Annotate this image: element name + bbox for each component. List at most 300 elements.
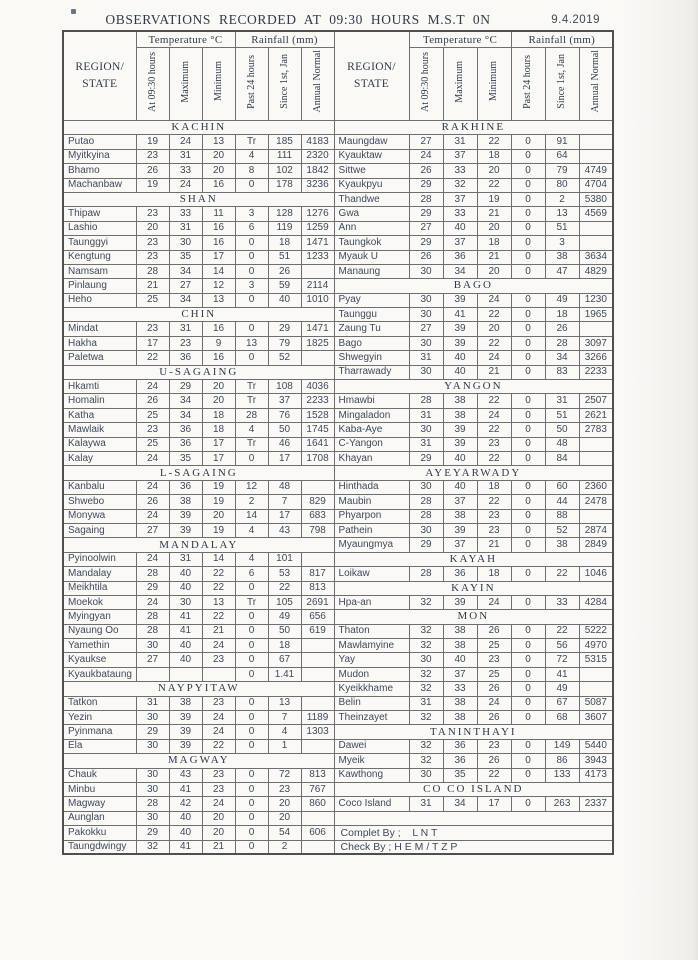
table-row [63,538,613,552]
region-cell: Zaung Tu [334,322,409,336]
table-row [63,567,613,581]
value-cell: 1842 [301,164,334,178]
value-cell [579,236,613,250]
region-cell: Kyaukbataung [63,667,136,681]
value-cell: 40 [169,811,202,825]
region-cell: Loikaw [334,567,409,581]
value-cell [301,639,334,653]
region-cell: Khayan [334,451,409,465]
table-row [63,423,613,437]
value-cell: 34 [169,394,202,408]
region-cell: Kyeikkhame [334,682,409,696]
value-cell: 798 [301,523,334,537]
value-cell: 39 [169,739,202,753]
region-cell: Bhamo [63,164,136,178]
value-cell: 21 [477,207,511,221]
value-cell: 16 [202,221,235,235]
value-cell: 31 [409,351,443,365]
table-row [63,207,613,221]
value-cell: 21 [477,365,511,379]
table-row [63,523,613,537]
value-cell: 25 [136,293,169,307]
value-cell: 83 [545,365,579,379]
value-cell: 30 [136,768,169,782]
value-cell: 22 [477,178,511,192]
value-cell: 31 [409,408,443,422]
region-cell: Thaton [334,624,409,638]
value-cell: 31 [409,797,443,811]
temperature-group-header-right: Temperature °C [409,31,511,48]
value-cell [301,840,334,854]
value-cell: 12 [202,279,235,293]
value-cell [301,552,334,566]
value-cell: 76 [268,408,301,422]
region-state-header-left [63,31,136,121]
value-cell: 29 [136,581,169,595]
value-cell: 30 [136,639,169,653]
value-cell [579,437,613,451]
value-cell: 28 [136,797,169,811]
value-cell: 1471 [301,236,334,250]
region-cell: Putao [63,135,136,149]
value-cell: 22 [268,581,301,595]
region-cell: Chauk [63,768,136,782]
value-cell: 22 [477,308,511,322]
value-cell: 32 [443,178,477,192]
region-cell: Tatkon [63,696,136,710]
value-cell: 2849 [579,538,613,552]
region-cell: Homalin [63,394,136,408]
value-cell: 111 [268,149,301,163]
value-cell: 1230 [579,293,613,307]
value-cell: 20 [202,394,235,408]
value-cell: 23 [136,207,169,221]
value-cell: 3 [545,236,579,250]
table-row [63,840,613,854]
value-cell: 26 [545,322,579,336]
table-header [63,31,613,121]
value-cell: 23 [268,782,301,796]
value-cell: 37 [443,236,477,250]
value-cell: 13 [268,696,301,710]
region-cell: Pathein [334,523,409,537]
value-cell: 0 [511,696,545,710]
value-cell: 33 [443,164,477,178]
value-cell: 4173 [579,768,613,782]
value-cell: 20 [202,811,235,825]
region-cell: Mindat [63,322,136,336]
region-cell: Tharrawady [334,365,409,379]
value-cell: 2233 [301,394,334,408]
region-cell: Dawei [334,739,409,753]
region-cell: Pakokku [63,826,136,840]
table-row [63,739,613,753]
value-cell: 27 [409,135,443,149]
value-cell: 72 [268,768,301,782]
value-cell: 23 [477,653,511,667]
value-cell: 26 [477,754,511,768]
value-cell: 38 [545,538,579,552]
value-cell: 0 [511,509,545,523]
value-cell: 5222 [579,624,613,638]
value-cell: 2233 [579,365,613,379]
region-cell: Sittwe [334,164,409,178]
value-cell: 47 [545,264,579,278]
value-cell: 29 [409,236,443,250]
value-cell: 0 [511,567,545,581]
value-cell: 34 [169,408,202,422]
value-cell: 41 [169,782,202,796]
table-row [63,164,613,178]
table-row [63,667,613,681]
value-cell: 0 [511,639,545,653]
value-cell: 0 [235,351,268,365]
value-cell: 24 [477,595,511,609]
value-cell: 13 [545,207,579,221]
value-cell: 33 [169,164,202,178]
value-cell: 91 [545,135,579,149]
value-cell: 14 [202,264,235,278]
col-header-minimum: Minimum [477,48,511,121]
value-cell: 2320 [301,149,334,163]
section-header: SHAN [63,192,334,206]
col-header-since-jan: Since 1st, Jan [545,48,579,121]
region-cell: Taunggu [334,308,409,322]
value-cell: 17 [268,509,301,523]
value-cell: 20 [477,264,511,278]
value-cell: 22 [477,495,511,509]
value-cell: 3266 [579,351,613,365]
value-cell: 4829 [579,264,613,278]
region-state-header-right [334,31,409,121]
value-cell: 18 [202,408,235,422]
value-cell: 39 [443,595,477,609]
value-cell: 0 [511,351,545,365]
value-cell: 13 [235,336,268,350]
value-cell: 20 [202,509,235,523]
value-cell: 23 [136,149,169,163]
value-cell: 30 [409,768,443,782]
value-cell: 19 [136,135,169,149]
value-cell: 18 [545,308,579,322]
value-cell: 4704 [579,178,613,192]
section-header: L-SAGAING [63,466,334,480]
value-cell: 38 [443,509,477,523]
value-cell: 0 [235,725,268,739]
region-cell: Gwa [334,207,409,221]
value-cell: 0 [235,293,268,307]
value-cell: 51 [545,221,579,235]
table-row [63,336,613,350]
region-cell: Myitkyina [63,149,136,163]
value-cell: 0 [235,250,268,264]
value-cell: 36 [443,739,477,753]
value-cell: 26 [409,250,443,264]
value-cell: 0 [511,236,545,250]
value-cell: 18 [268,236,301,250]
value-cell: 8 [235,164,268,178]
value-cell: 0 [235,768,268,782]
value-cell: 31 [409,437,443,451]
value-cell: 51 [545,408,579,422]
region-cell: Bago [334,336,409,350]
value-cell: 41 [169,610,202,624]
value-cell: 4569 [579,207,613,221]
value-cell: 24 [136,509,169,523]
region-cell: Thipaw [63,207,136,221]
value-cell: 22 [477,135,511,149]
value-cell: 6 [235,567,268,581]
value-cell: 28 [136,610,169,624]
value-cell: 49 [545,682,579,696]
value-cell: 24 [136,552,169,566]
value-cell: 38 [169,696,202,710]
value-cell: 22 [477,768,511,782]
value-cell: 0 [511,178,545,192]
value-cell: 0 [511,221,545,235]
table-row [63,768,613,782]
value-cell: 4 [235,149,268,163]
value-cell: 19 [477,192,511,206]
value-cell: 0 [235,581,268,595]
value-cell: 1528 [301,408,334,422]
region-cell: Coco Island [334,797,409,811]
value-cell: 102 [268,164,301,178]
value-cell: 35 [169,250,202,264]
value-cell: 53 [268,567,301,581]
value-cell: 0 [511,308,545,322]
section-header: YANGON [334,380,613,394]
value-cell: 38 [169,495,202,509]
footer-note-check_by: Check By ; H E M / T Z P [334,840,613,854]
value-cell: 1745 [301,423,334,437]
value-cell: 21 [477,250,511,264]
value-cell: 0 [511,408,545,422]
value-cell: 30 [136,739,169,753]
value-cell: 30 [136,782,169,796]
value-cell: 68 [545,711,579,725]
table-row [63,624,613,638]
region-cell: Kanbalu [63,480,136,494]
region-cell: Hinthada [334,480,409,494]
value-cell: 19 [202,480,235,494]
value-cell: 23 [169,336,202,350]
table-row [63,322,613,336]
value-cell: 24 [136,595,169,609]
region-cell: Kyaukpyu [334,178,409,192]
value-cell: 18 [202,423,235,437]
value-cell: 18 [477,567,511,581]
value-cell: 11 [202,207,235,221]
value-cell: 22 [202,610,235,624]
value-cell: 39 [443,423,477,437]
value-cell: 149 [545,739,579,753]
value-cell: 52 [545,523,579,537]
value-cell: 2621 [579,408,613,422]
value-cell: 7 [268,711,301,725]
value-cell: 2 [268,840,301,854]
title-bar [62,10,614,30]
region-cell: Maungdaw [334,135,409,149]
region-cell: Yezin [63,711,136,725]
value-cell: 5315 [579,653,613,667]
table-row [63,826,613,840]
region-cell: Kalaywa [63,437,136,451]
table-row [63,711,613,725]
value-cell: 32 [409,682,443,696]
table-row [63,192,613,206]
value-cell: 813 [301,581,334,595]
value-cell: 6 [235,221,268,235]
region-cell: Taungdwingy [63,840,136,854]
value-cell: 18 [477,480,511,494]
value-cell: 29 [409,178,443,192]
value-cell: 26 [477,624,511,638]
value-cell: 22 [477,336,511,350]
value-cell: 20 [477,221,511,235]
section-header: KAYAH [334,552,613,566]
value-cell: 22 [202,739,235,753]
table-row [63,250,613,264]
value-cell: 1259 [301,221,334,235]
value-cell: 108 [268,380,301,394]
table-row [63,725,613,739]
value-cell: 0 [235,322,268,336]
table-row [63,754,613,768]
value-cell: 3097 [579,336,613,350]
value-cell: 38 [443,408,477,422]
value-cell [579,149,613,163]
region-cell: Katha [63,408,136,422]
region-cell: Hpa-an [334,595,409,609]
value-cell: 36 [169,351,202,365]
value-cell: 1010 [301,293,334,307]
value-cell [579,509,613,523]
value-cell: 37 [443,667,477,681]
value-cell: 2691 [301,595,334,609]
value-cell: 30 [169,595,202,609]
value-cell: 17 [202,437,235,451]
region-cell: Magway [63,797,136,811]
value-cell: 38 [545,250,579,264]
value-cell: 56 [545,639,579,653]
table-row [63,149,613,163]
value-cell: 21 [136,279,169,293]
value-cell: 32 [409,754,443,768]
region-cell: Moekok [63,595,136,609]
value-cell: 2507 [579,394,613,408]
table-row [63,509,613,523]
value-cell: 26 [136,495,169,509]
value-cell: 88 [545,509,579,523]
value-cell: 31 [169,149,202,163]
region-cell: Myingyan [63,610,136,624]
region-cell: Pyinoolwin [63,552,136,566]
value-cell: 42 [169,797,202,811]
value-cell: 24 [136,480,169,494]
value-cell: 46 [268,437,301,451]
col-header-at0930: At 09:30 hours [409,48,443,121]
value-cell: 20 [268,811,301,825]
value-cell: 7 [268,495,301,509]
value-cell: 36 [169,480,202,494]
value-cell: 44 [545,495,579,509]
value-cell: 33 [443,682,477,696]
value-cell: 0 [511,192,545,206]
value-cell: 1708 [301,451,334,465]
value-cell: 28 [136,624,169,638]
value-cell: 101 [268,552,301,566]
value-cell: 43 [268,523,301,537]
value-cell: 0 [511,322,545,336]
value-cell: 40 [443,351,477,365]
page-title: OBSERVATIONS RECORDED AT 09:30 HOURS M.S.T 0N [105,12,491,27]
value-cell: 37 [443,495,477,509]
value-cell: 2337 [579,797,613,811]
section-header: U-SAGAING [63,365,334,379]
value-cell: 24 [202,711,235,725]
value-cell: 4284 [579,595,613,609]
value-cell: 1.41 [268,667,301,681]
value-cell: 24 [169,135,202,149]
value-cell: 39 [443,293,477,307]
value-cell: 3634 [579,250,613,264]
section-header: TANINTHAYI [334,725,613,739]
value-cell: 37 [443,149,477,163]
value-cell: 36 [443,567,477,581]
region-cell: Taunggyi [63,236,136,250]
value-cell: 3 [235,207,268,221]
region-cell: Kalay [63,451,136,465]
value-cell: 4 [235,552,268,566]
value-cell: 18 [268,639,301,653]
value-cell: 20 [477,322,511,336]
value-cell: 23 [477,739,511,753]
value-cell: 13 [202,293,235,307]
value-cell: 24 [202,639,235,653]
value-cell: 40 [443,365,477,379]
value-cell: 34 [169,293,202,307]
value-cell: 79 [545,164,579,178]
value-cell [301,480,334,494]
value-cell: 1965 [579,308,613,322]
value-cell: 34 [443,264,477,278]
region-cell: Kaba-Aye [334,423,409,437]
value-cell: 20 [268,797,301,811]
value-cell: 31 [136,696,169,710]
region-cell: Belin [334,696,409,710]
value-cell: 72 [545,653,579,667]
value-cell: 0 [511,423,545,437]
value-cell: 41 [169,840,202,854]
value-cell: 656 [301,610,334,624]
region-cell: Myaungmya [334,538,409,552]
col-header-annual-normal: Annual Normal [579,48,613,121]
value-cell: 48 [545,437,579,451]
value-cell: 5440 [579,739,613,753]
value-cell: 40 [443,480,477,494]
table-row [63,480,613,494]
value-cell: 0 [511,250,545,264]
table-row [63,221,613,235]
value-cell: 1303 [301,725,334,739]
value-cell: 20 [202,826,235,840]
value-cell: 0 [235,639,268,653]
value-cell: 34 [545,351,579,365]
value-cell: 50 [545,423,579,437]
value-cell: 38 [443,639,477,653]
section-header: MAGWAY [63,754,334,768]
